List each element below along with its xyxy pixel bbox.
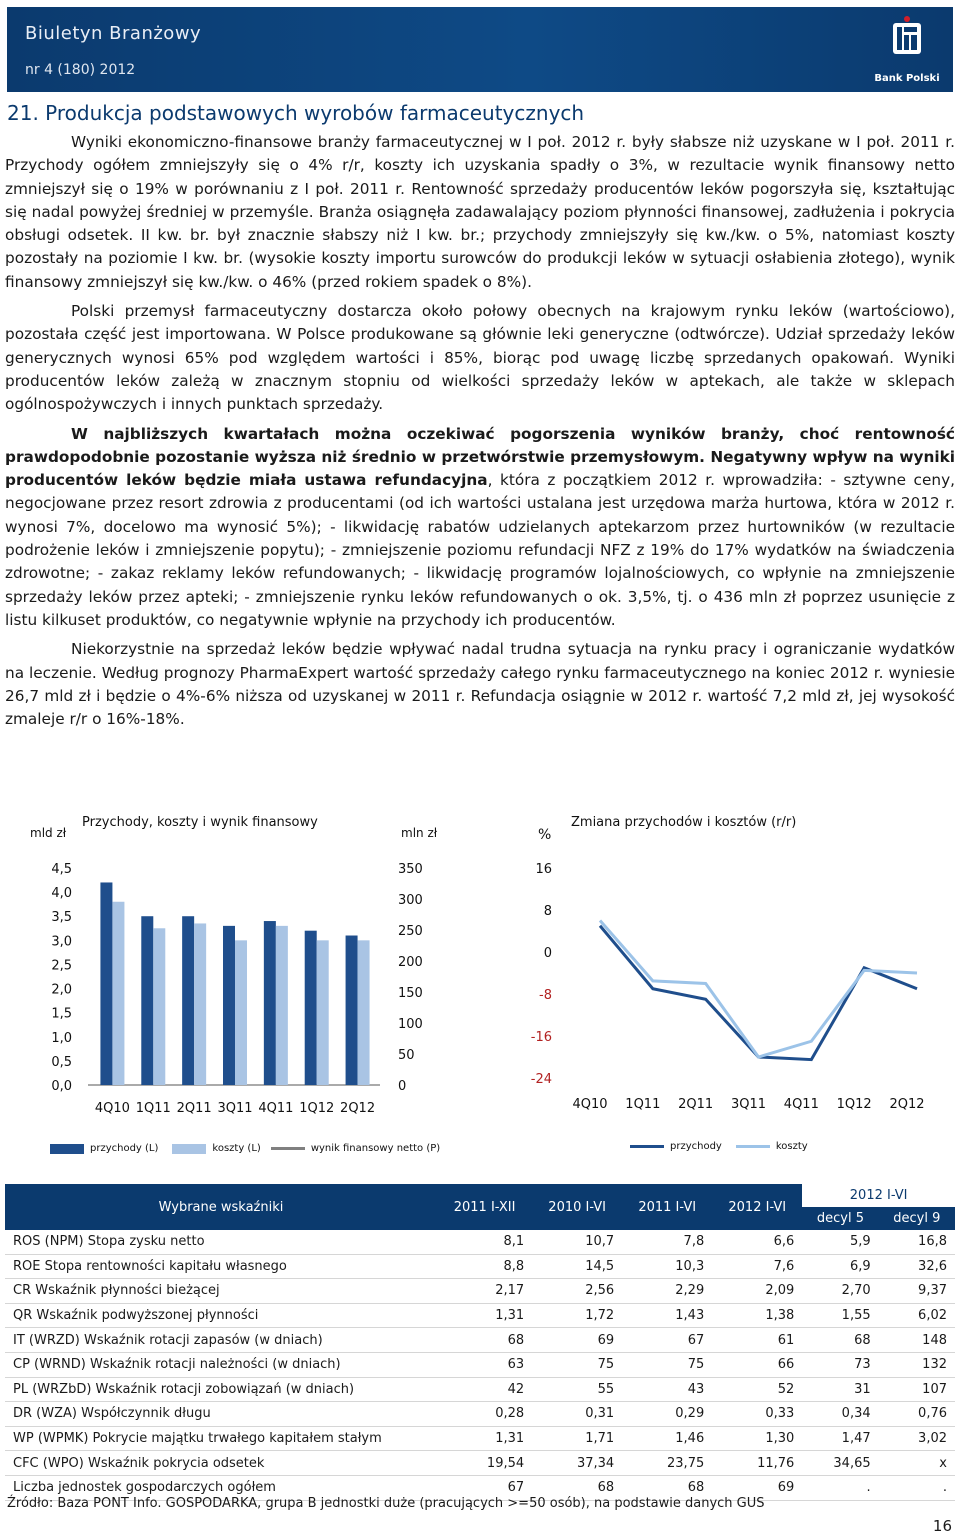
- indicator-value: 19,54: [437, 1451, 532, 1476]
- indicator-value: 1,30: [712, 1426, 802, 1451]
- indicator-value: 75: [622, 1352, 712, 1377]
- indicator-value: .: [879, 1475, 955, 1500]
- th-c1: 2011 I-XII: [437, 1184, 532, 1230]
- bar-revenue: [264, 921, 276, 1085]
- bar-costs: [153, 928, 165, 1085]
- chart1-left-tick: 0,0: [51, 1079, 72, 1094]
- chart2-y-tick: -24: [530, 1072, 552, 1087]
- chart2-x-tick: 2Q11: [678, 1097, 714, 1112]
- indicator-value: 1,38: [712, 1303, 802, 1328]
- chart2-unit: %: [538, 827, 552, 843]
- th-c6: decyl 9: [879, 1207, 955, 1230]
- page-number: 16: [932, 1517, 952, 1535]
- indicator-value: 66: [712, 1352, 802, 1377]
- bar-revenue: [141, 916, 153, 1085]
- chart2-x-tick: 3Q11: [730, 1097, 767, 1112]
- th-c2: 2010 I-VI: [532, 1184, 622, 1230]
- indicator-value: 32,6: [879, 1254, 955, 1279]
- table-row: [5, 1402, 955, 1427]
- bar-costs: [276, 926, 288, 1085]
- chart1-x-tick: 4Q10: [94, 1101, 130, 1116]
- legend-net-label: wynik finansowy netto (P): [310, 1143, 441, 1154]
- chart1-left-tick: 2,5: [51, 958, 72, 974]
- table-body: [5, 1230, 955, 1500]
- indicator-value: 0,31: [532, 1402, 622, 1427]
- chart1-legend: [50, 1143, 440, 1154]
- indicator-value: 52: [712, 1377, 802, 1402]
- line-przychody: [600, 926, 917, 1060]
- bar-costs: [112, 902, 124, 1085]
- indicator-name: CP (WRND) Wskaźnik rotacji należności (w dniach): [5, 1352, 437, 1377]
- indicator-name: PL (WRZbD) Wskaźnik rotacji zobowiązań (w dniach): [5, 1377, 437, 1402]
- paragraph-3: [5, 423, 955, 633]
- indicator-value: 68: [622, 1475, 712, 1500]
- issue-number: nr 4 (180) 2012: [25, 62, 136, 78]
- legend-swatch-net: [271, 1147, 305, 1150]
- bar-revenue: [223, 926, 235, 1085]
- legend-swatch-costs: [172, 1144, 206, 1154]
- chart1-left-tick: 3,0: [51, 934, 72, 950]
- chart1-right-tick: 150: [398, 986, 423, 1001]
- table-row: [5, 1254, 955, 1279]
- chart2-x-tick: 4Q11: [783, 1097, 819, 1112]
- indicator-value: 3,02: [879, 1426, 955, 1451]
- indicator-value: 7,6: [712, 1254, 802, 1279]
- th-c3: 2011 I-VI: [622, 1184, 712, 1230]
- indicator-value: 0,28: [437, 1402, 532, 1427]
- chart1-right-tick: 250: [398, 924, 423, 939]
- chart-revenue-costs: [0, 805, 480, 1165]
- indicator-value: 67: [622, 1328, 712, 1353]
- indicator-value: 73: [802, 1352, 878, 1377]
- indicator-value: 6,02: [879, 1303, 955, 1328]
- indicator-value: 34,65: [802, 1451, 878, 1476]
- indicator-value: 61: [712, 1328, 802, 1353]
- indicator-value: 2,29: [622, 1279, 712, 1304]
- legend-costs-label: koszty (L): [212, 1143, 261, 1154]
- chart-change-yoy: [480, 805, 960, 1165]
- indicator-value: x: [879, 1451, 955, 1476]
- chart1-x-tick: 2Q12: [340, 1101, 376, 1116]
- chart1-x-tick: 1Q11: [135, 1101, 171, 1116]
- bar-costs: [358, 940, 370, 1085]
- bar-costs: [194, 923, 206, 1085]
- paragraph-3-rest: , która z początkiem 2012 r. wprowadziła: - sztywne ceny, negocjowane przez resort zdrowia z producentami (od ich wartości ustalana jest urzędowa marża hurtowa, która w 2012 r. wynosi 7%, docelowo ma wynosić 5%); - likwidację rabatów udzielanych aptekarzom przez hurtowników (w rezultacie podrożenie leków i zmniejszenie popytu); - zmniejszenie poziomu refundacji NFZ z 19% do 17% wydatków na świadczenia zdrowotne; - zakaz reklamy leków refundowanych; - likwidację programów lojalnościowych, co wpłynie na zmniejszenie sprzedaży leków przez apteki; - zmniejszenie rynku leków refundowanych o ok. 3,5%, tj. o 436 mln zł poprzez usunięcie z listu kilkuset produktów, co negatywnie wpłynie na przychody ich producentów.: [5, 471, 955, 629]
- chart2-y-tick: 8: [543, 904, 552, 919]
- source-note: Źródło: Baza PONT Info. GOSPODARKA, grupa B jednostki duże (pracujących >=50 osób), na podstawie danych GUS: [7, 1496, 765, 1511]
- indicator-value: 16,8: [879, 1230, 955, 1254]
- legend-koszty-label: koszty: [775, 1141, 808, 1152]
- indicator-value: 6,9: [802, 1254, 878, 1279]
- section-title: 21. Produkcja podstawowych wyrobów farmaceutycznych: [7, 101, 585, 125]
- bar-revenue: [100, 882, 112, 1085]
- indicator-value: 1,47: [802, 1426, 878, 1451]
- indicator-value: 23,75: [622, 1451, 712, 1476]
- indicator-value: 1,31: [437, 1303, 532, 1328]
- table-row: [5, 1451, 955, 1476]
- indicator-value: 31: [802, 1377, 878, 1402]
- indicator-value: 8,1: [437, 1230, 532, 1254]
- indicator-value: 107: [879, 1377, 955, 1402]
- chart1-left-tick: 1,5: [51, 1006, 72, 1022]
- indicators-table: [5, 1184, 955, 1501]
- chart1-right-tick: 350: [398, 862, 423, 877]
- indicator-name: Liczba jednostek gospodarczych ogółem: [5, 1475, 437, 1500]
- indicator-value: 75: [532, 1352, 622, 1377]
- chart2-y-tick: -8: [539, 988, 552, 1003]
- indicator-value: 2,09: [712, 1279, 802, 1304]
- indicator-value: 42: [437, 1377, 532, 1402]
- bar-revenue: [182, 916, 194, 1085]
- chart1-plot: [0, 845, 480, 1165]
- chart1-right-tick: 0: [398, 1079, 407, 1094]
- chart1-left-tick: 0,5: [51, 1054, 72, 1070]
- indicator-value: 0,76: [879, 1402, 955, 1427]
- indicator-value: 1,55: [802, 1303, 878, 1328]
- bank-logo: [873, 13, 941, 89]
- chart2-y-tick: -16: [530, 1030, 552, 1045]
- table-row: [5, 1279, 955, 1304]
- article-body: [5, 131, 955, 731]
- chart2-legend: [630, 1141, 808, 1152]
- publication-title: Biuletyn Branżowy: [25, 23, 202, 44]
- legend-swatch-revenue: [50, 1144, 84, 1154]
- chart1-right-tick: 100: [398, 1017, 423, 1032]
- chart1-right-tick: 300: [398, 893, 423, 908]
- chart1-right-unit: mln zł: [401, 826, 438, 840]
- paragraph-2: Polski przemysł farmaceutyczny dostarcza około połowy obecnych na krajowym rynku leków (wartościowo), pozostała część jest importowana. W Polsce produkowane są głównie leki generyczne (odtwórcze). Udział sprzedaży leków generycznych wynosi 65% pod względem wartości i 85%, biorąc pod uwagę liczbę sprzedanych opakowań. Wyniki producentów leków zależą w znacznym stopniu od wielkości sprzedaży leków w aptekach, ale także w sklepach ogólnospożywczych i innych punktach sprzedaży.: [5, 302, 955, 414]
- indicator-name: DR (WZA) Współczynnik długu: [5, 1402, 437, 1427]
- chart1-x-tick: 3Q11: [217, 1101, 253, 1116]
- chart2-title: Zmiana przychodów i kosztów (r/r): [571, 815, 797, 830]
- indicator-value: 1,71: [532, 1426, 622, 1451]
- indicator-value: 10,3: [622, 1254, 712, 1279]
- indicator-name: IT (WRZD) Wskaźnik rotacji zapasów (w dniach): [5, 1328, 437, 1353]
- chart1-right-tick: 50: [398, 1048, 415, 1063]
- chart1-left-tick: 4,0: [51, 886, 72, 902]
- logo-label: Bank Polski: [874, 73, 940, 84]
- indicator-name: ROE Stopa rentowności kapitału własnego: [5, 1254, 437, 1279]
- paragraph-1: Wyniki ekonomiczno-finansowe branży farmaceutycznej w I poł. 2012 r. były słabsze niż uzyskane w I poł. 2011 r. Przychody ogółem zmniejszyły się o 4% r/r, koszty ich uzyskania spadły o 3%, w rezultacie wynik finansowy netto zmniejszył się o 19% w porównaniu z I poł. 2011 r. Rentowność sprzedaży producentów leków pogorszyła się, kształtując się nadal powyżej średniej w przemyśle. Branża osiągnęła zadawalający poziom płynności finansowej, zadłużenia i pokrycia obsługi odsetek. II kw. br. był znacznie słabszy niż I kw. br.; przychody zmniejszyły się kw./kw. o 5%, natomiast koszty pozostały na poziomie I kw. br. (wysokie koszty importu surowców do produkcji leków w sytuacji osłabienia złotego), wynik finansowy zmniejszył się kw./kw. o 46% (przed rokiem spadek o 8%).: [5, 133, 955, 291]
- indicator-value: 37,34: [532, 1451, 622, 1476]
- bar-costs: [317, 940, 329, 1085]
- chart2-x-tick: 1Q11: [625, 1097, 661, 1112]
- indicator-value: 132: [879, 1352, 955, 1377]
- pko-logo-icon: [890, 15, 924, 55]
- chart2-y-tick: 0: [543, 946, 552, 961]
- indicator-value: 2,56: [532, 1279, 622, 1304]
- indicator-value: 0,33: [712, 1402, 802, 1427]
- indicator-value: 43: [622, 1377, 712, 1402]
- chart1-left-tick: 1,0: [51, 1030, 72, 1046]
- indicator-value: .: [802, 1475, 878, 1500]
- page-header: [7, 7, 953, 92]
- indicator-value: 1,31: [437, 1426, 532, 1451]
- chart1-x-tick: 2Q11: [176, 1101, 212, 1116]
- legend-revenue-label: przychody (L): [90, 1143, 159, 1154]
- indicator-name: CFC (WPO) Wskaźnik pokrycia odsetek: [5, 1451, 437, 1476]
- chart1-title: Przychody, koszty i wynik finansowy: [82, 815, 318, 830]
- indicator-value: 2,70: [802, 1279, 878, 1304]
- indicator-value: 9,37: [879, 1279, 955, 1304]
- table-row: [5, 1352, 955, 1377]
- line-koszty: [600, 921, 917, 1058]
- legend-swatch-przychody: [630, 1145, 664, 1148]
- bar-revenue: [346, 936, 358, 1085]
- th-c4: 2012 I-VI: [712, 1184, 802, 1230]
- indicator-value: 1,46: [622, 1426, 712, 1451]
- chart1-x-tick: 4Q11: [258, 1101, 294, 1116]
- table-row: [5, 1328, 955, 1353]
- indicator-value: 14,5: [532, 1254, 622, 1279]
- chart1-left-tick: 4,5: [51, 862, 72, 877]
- indicator-value: 63: [437, 1352, 532, 1377]
- indicator-value: 148: [879, 1328, 955, 1353]
- indicator-value: 69: [532, 1328, 622, 1353]
- bar-costs: [235, 940, 247, 1085]
- indicator-value: 6,6: [712, 1230, 802, 1254]
- chart1-left-tick: 2,0: [51, 982, 72, 998]
- th-label: Wybrane wskaźniki: [5, 1184, 437, 1230]
- indicator-value: 68: [532, 1475, 622, 1500]
- indicator-value: 5,9: [802, 1230, 878, 1254]
- indicator-value: 8,8: [437, 1254, 532, 1279]
- indicator-value: 68: [437, 1328, 532, 1353]
- th-c5: decyl 5: [802, 1207, 878, 1230]
- indicator-value: 68: [802, 1328, 878, 1353]
- chart1-left-unit: mld zł: [30, 826, 67, 840]
- indicator-value: 2,17: [437, 1279, 532, 1304]
- chart2-x-tick: 4Q10: [572, 1097, 608, 1112]
- chart2-plot: [480, 845, 960, 1165]
- chart2-x-tick: 2Q12: [889, 1097, 925, 1112]
- indicator-value: 7,8: [622, 1230, 712, 1254]
- bar-revenue: [305, 931, 317, 1085]
- chart2-x-tick: 1Q12: [836, 1097, 872, 1112]
- chart1-left-tick: 3,5: [51, 910, 72, 926]
- chart1-right-tick: 200: [398, 955, 423, 970]
- indicator-name: WP (WPMK) Pokrycie majątku trwałego kapitałem stałym: [5, 1426, 437, 1451]
- paragraph-4: Niekorzystnie na sprzedaż leków będzie wpływać nadal trudna sytuacja na rynku pracy i ograniczanie wydatków na leczenie. Według prognozy PharmaExpert wartość sprzedaży całego rynku farmaceutycznego na koniec 2012 r. wyniesie 26,7 mld zł i będzie o 4%-6% niższa od uzyskanej w 2011 r. Refundacja osiągnie w 2012 r. wartość 7,2 mld zł, jej wysokość zmaleje r/r o 16%-18%.: [5, 640, 955, 729]
- table-row: [5, 1303, 955, 1328]
- paragraph-3-bold: W najbliższych kwartałach można oczekiwać pogorszenia wyników branży, choć rentowność prawdopodobnie pozostanie wyższa niż średnio w przetwórstwie przemysłowym. Negatywny wpływ na wyniki producentów leków będzie miała ustawa refundacyjna: [5, 424, 955, 490]
- indicator-value: 69: [712, 1475, 802, 1500]
- indicator-name: ROS (NPM) Stopa zysku netto: [5, 1230, 437, 1254]
- table-row: [5, 1377, 955, 1402]
- indicator-value: 1,43: [622, 1303, 712, 1328]
- table-row: [5, 1230, 955, 1254]
- indicator-value: 55: [532, 1377, 622, 1402]
- indicator-value: 10,7: [532, 1230, 622, 1254]
- th-group: 2012 I-VI: [802, 1184, 955, 1207]
- chart2-y-tick: 16: [535, 862, 552, 877]
- indicator-name: QR Wskaźnik podwyższonej płynności: [5, 1303, 437, 1328]
- indicator-value: 11,76: [712, 1451, 802, 1476]
- chart1-x-tick: 1Q12: [299, 1101, 335, 1116]
- indicator-name: CR Wskaźnik płynności bieżącej: [5, 1279, 437, 1304]
- indicator-value: 0,34: [802, 1402, 878, 1427]
- legend-swatch-koszty: [736, 1145, 770, 1148]
- indicator-value: 67: [437, 1475, 532, 1500]
- table-row: [5, 1426, 955, 1451]
- indicator-value: 0,29: [622, 1402, 712, 1427]
- legend-przychody-label: przychody: [670, 1141, 722, 1152]
- indicator-value: 1,72: [532, 1303, 622, 1328]
